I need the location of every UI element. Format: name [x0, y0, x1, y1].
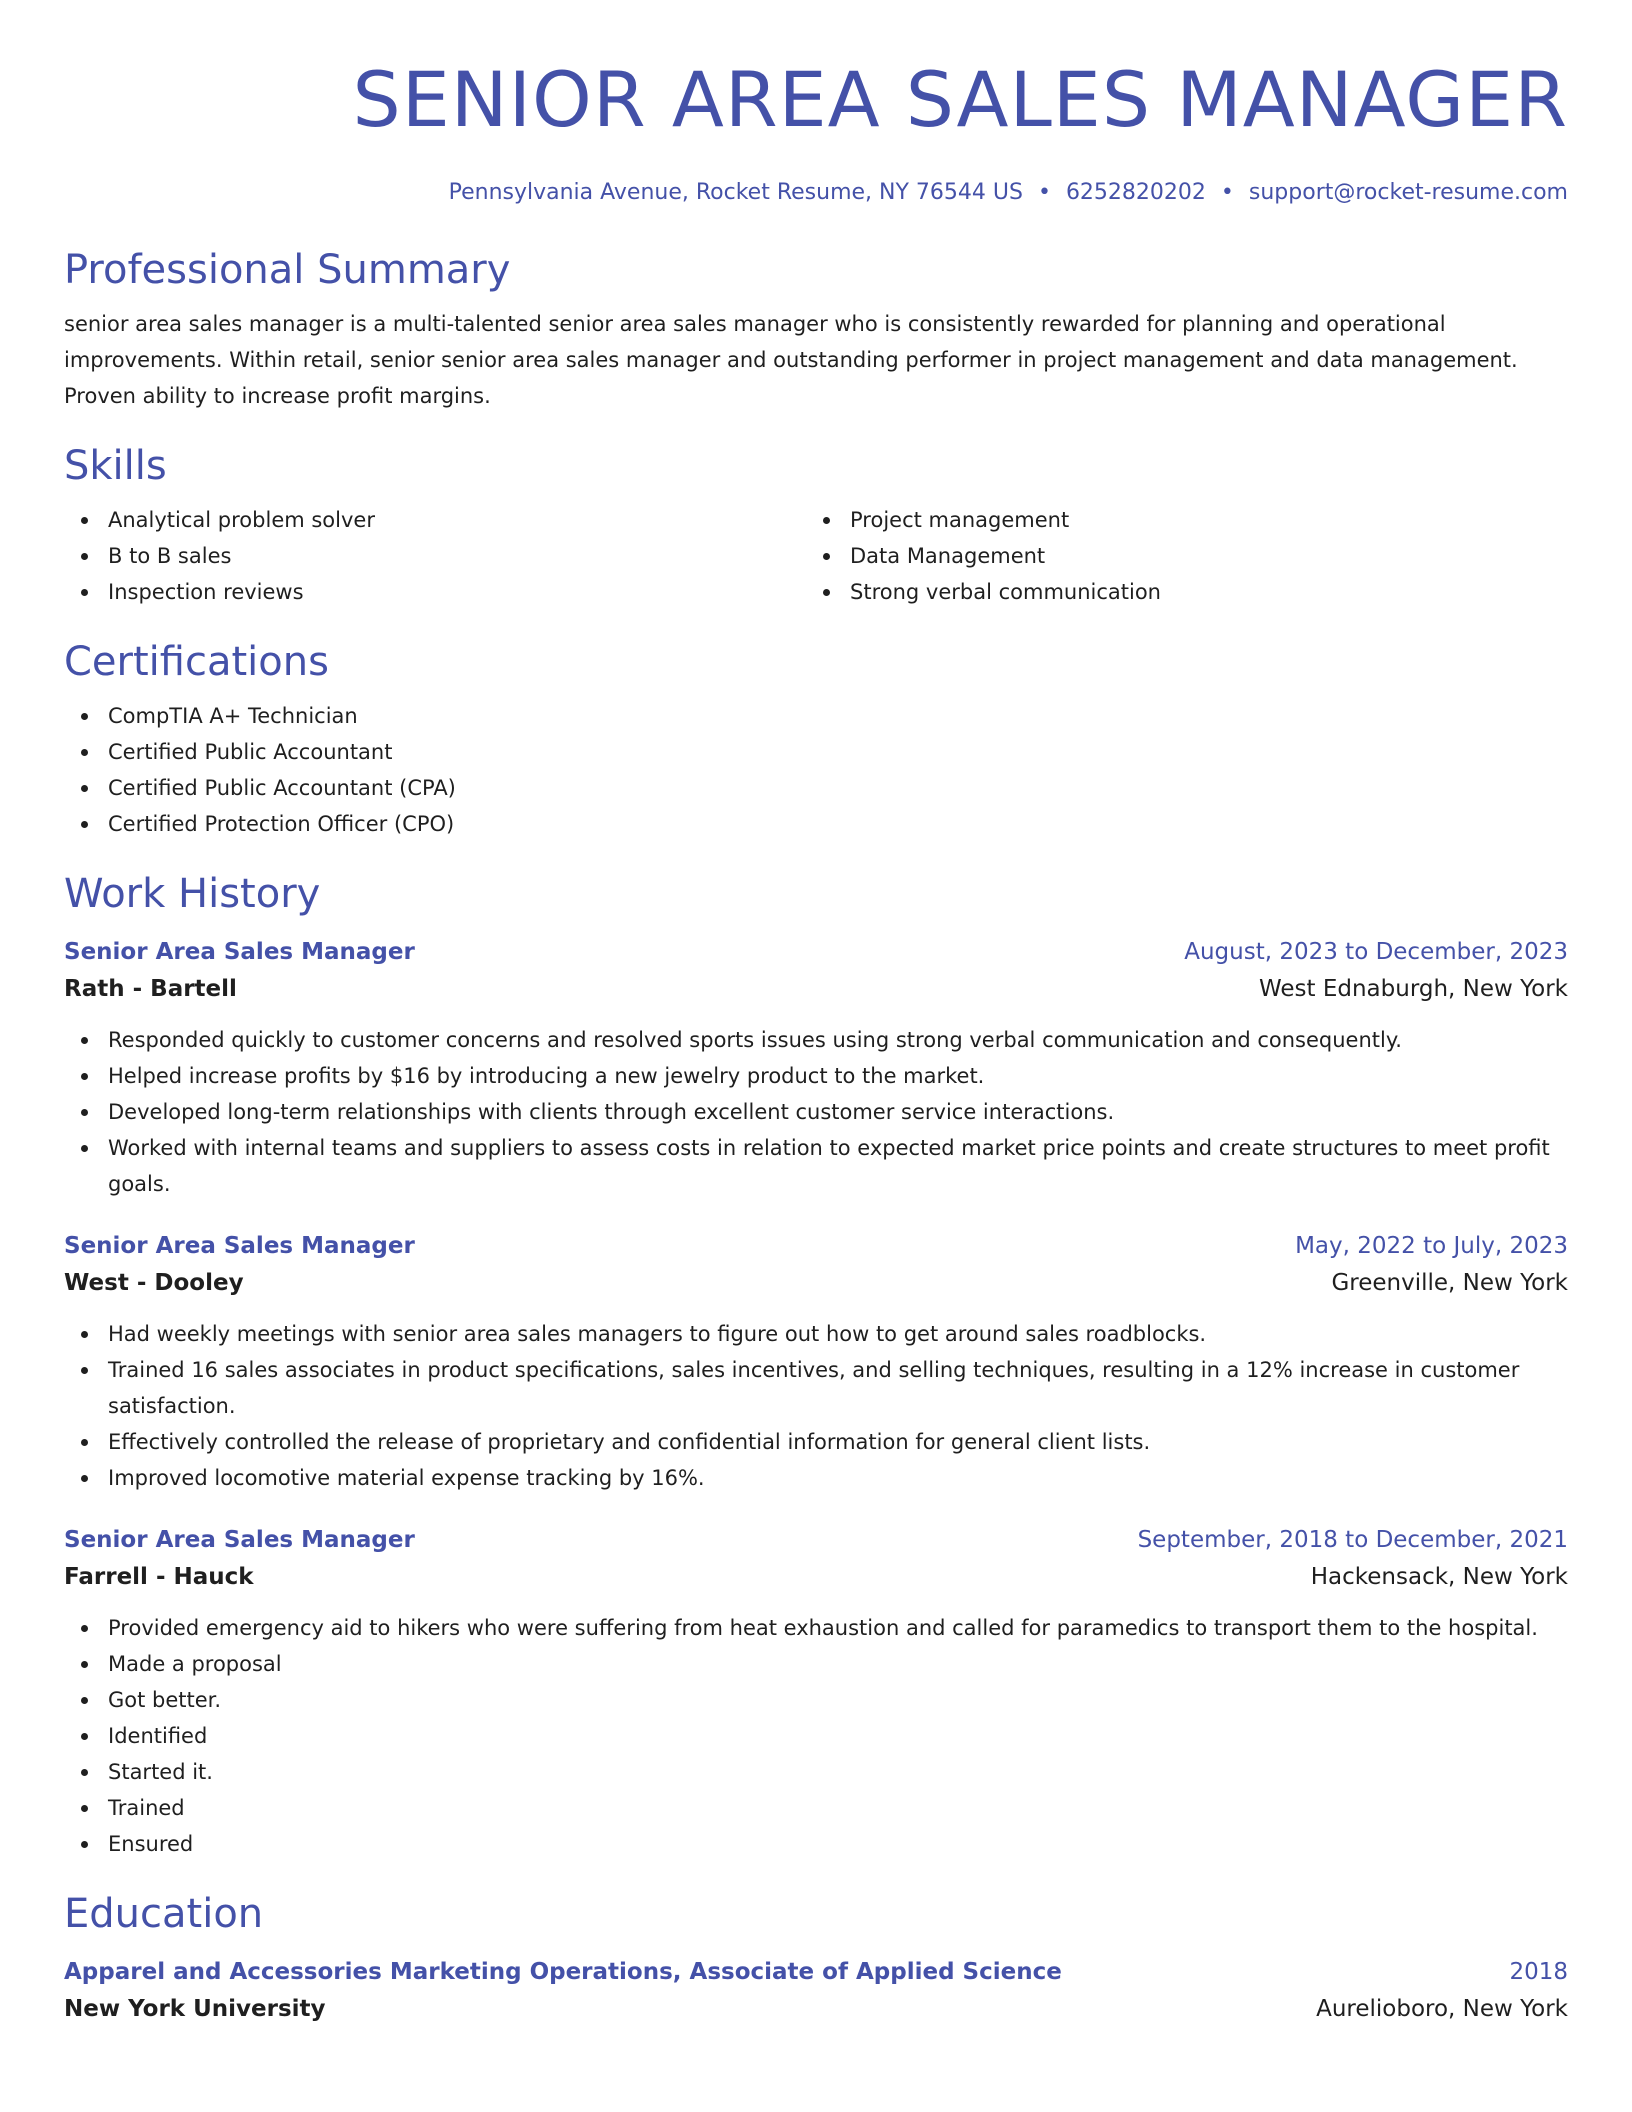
job-bullet: Trained 16 sales associates in product specifications, sales incentives, and selling techniques, resulting in a 12% increase in customer satisfaction.: [64, 1352, 1568, 1424]
job-bullet: Had weekly meetings with senior area sales managers to figure out how to get around sales roadblocks.: [64, 1316, 1568, 1352]
contact-address: Pennsylvania Avenue, Rocket Resume, NY 76544 US: [448, 180, 1023, 205]
skill-item: Strong verbal communication: [806, 574, 1548, 610]
contact-email[interactable]: support@rocket-resume.com: [1248, 180, 1568, 205]
job-bullets: [64, 1022, 1568, 1202]
job-bullet: Effectively controlled the release of proprietary and confidential information for general client lists.: [64, 1424, 1568, 1460]
skills-list-right: [806, 502, 1548, 610]
job-bullet: Started it.: [64, 1754, 1568, 1790]
job-title: Senior Area Sales Manager: [64, 939, 415, 965]
skills-section: [64, 440, 1568, 610]
job-company: West - Dooley: [64, 1270, 244, 1296]
job-bullets: [64, 1610, 1568, 1862]
certification-item: Certified Protection Officer (CPO): [64, 806, 1568, 842]
candidate-name: SENIOR AREA SALES MANAGER: [352, 55, 1568, 144]
skill-item: Data Management: [806, 538, 1548, 574]
education-degree: Apparel and Accessories Marketing Operations, Associate of Applied Science: [64, 1959, 1062, 1985]
summary-section: [64, 244, 1568, 414]
job-location: Hackensack, New York: [1310, 1564, 1568, 1590]
job-dates: May, 2022 to July, 2023: [1295, 1233, 1568, 1259]
work-history-section: [64, 868, 1568, 1862]
certifications-section: [64, 636, 1568, 842]
certification-item: CompTIA A+ Technician: [64, 698, 1568, 734]
contact-separator: •: [1037, 180, 1051, 205]
job-bullet: Responded quickly to customer concerns and resolved sports issues using strong verbal communication and consequently.: [64, 1022, 1568, 1058]
job-location: Greenville, New York: [1331, 1270, 1568, 1296]
job-company: Farrell - Hauck: [64, 1564, 254, 1590]
skill-item: Project management: [806, 502, 1548, 538]
work-history-heading: Work History: [64, 871, 321, 917]
job-entry: [64, 1228, 1568, 1496]
skill-item: Inspection reviews: [64, 574, 806, 610]
job-bullet: Provided emergency aid to hikers who were suffering from heat exhaustion and called for paramedics to transport them to the hospital.: [64, 1610, 1568, 1646]
education-location: Aurelioboro, New York: [1316, 1996, 1568, 2022]
job-bullet: Improved locomotive material expense tracking by 16%.: [64, 1460, 1568, 1496]
job-title: Senior Area Sales Manager: [64, 1233, 415, 1259]
job-bullet: Got better.: [64, 1682, 1568, 1718]
job-entry: [64, 934, 1568, 1202]
skills-heading: Skills: [64, 443, 167, 489]
education-year: 2018: [1509, 1959, 1568, 1985]
skill-item: B to B sales: [64, 538, 806, 574]
contact-separator: •: [1220, 180, 1234, 205]
education-school: New York University: [64, 1996, 326, 2022]
skills-columns: [64, 502, 1568, 610]
resume-header: [64, 0, 1568, 208]
job-company: Rath - Bartell: [64, 976, 237, 1002]
skill-item: Analytical problem solver: [64, 502, 806, 538]
job-bullets: [64, 1316, 1568, 1496]
job-bullet: Identified: [64, 1718, 1568, 1754]
contact-line: [64, 178, 1568, 208]
certifications-heading: Certifications: [64, 639, 329, 685]
job-bullet: Ensured: [64, 1826, 1568, 1862]
job-dates: September, 2018 to December, 2021: [1137, 1527, 1568, 1553]
job-bullet: Worked with internal teams and suppliers to assess costs in relation to expected market price points and create structures to meet profit goals.: [64, 1130, 1568, 1202]
certification-item: Certified Public Accountant (CPA): [64, 770, 1568, 806]
skills-list-left: [64, 502, 806, 610]
job-entry: [64, 1522, 1568, 1862]
job-bullet: Developed long-term relationships with clients through excellent customer service interactions.: [64, 1094, 1568, 1130]
education-section: [64, 1888, 1568, 2028]
certification-item: Certified Public Accountant: [64, 734, 1568, 770]
job-bullet: Helped increase profits by $16 by introducing a new jewelry product to the market.: [64, 1058, 1568, 1094]
job-bullet: Trained: [64, 1790, 1568, 1826]
job-bullet: Made a proposal: [64, 1646, 1568, 1682]
summary-heading: Professional Summary: [64, 247, 511, 293]
summary-text: senior area sales manager is a multi-talented senior area sales manager who is consistently rewarded for planning and operational improvements. Within retail, senior senior area sales manager and outstanding performer in project management and data management. Proven ability to increase profit margins.: [64, 312, 1518, 408]
job-title: Senior Area Sales Manager: [64, 1527, 415, 1553]
contact-phone: 6252820202: [1065, 180, 1206, 205]
certifications-list: [64, 698, 1568, 842]
job-dates: August, 2023 to December, 2023: [1184, 939, 1568, 965]
job-location: West Ednaburgh, New York: [1258, 976, 1568, 1002]
education-heading: Education: [64, 1891, 264, 1937]
